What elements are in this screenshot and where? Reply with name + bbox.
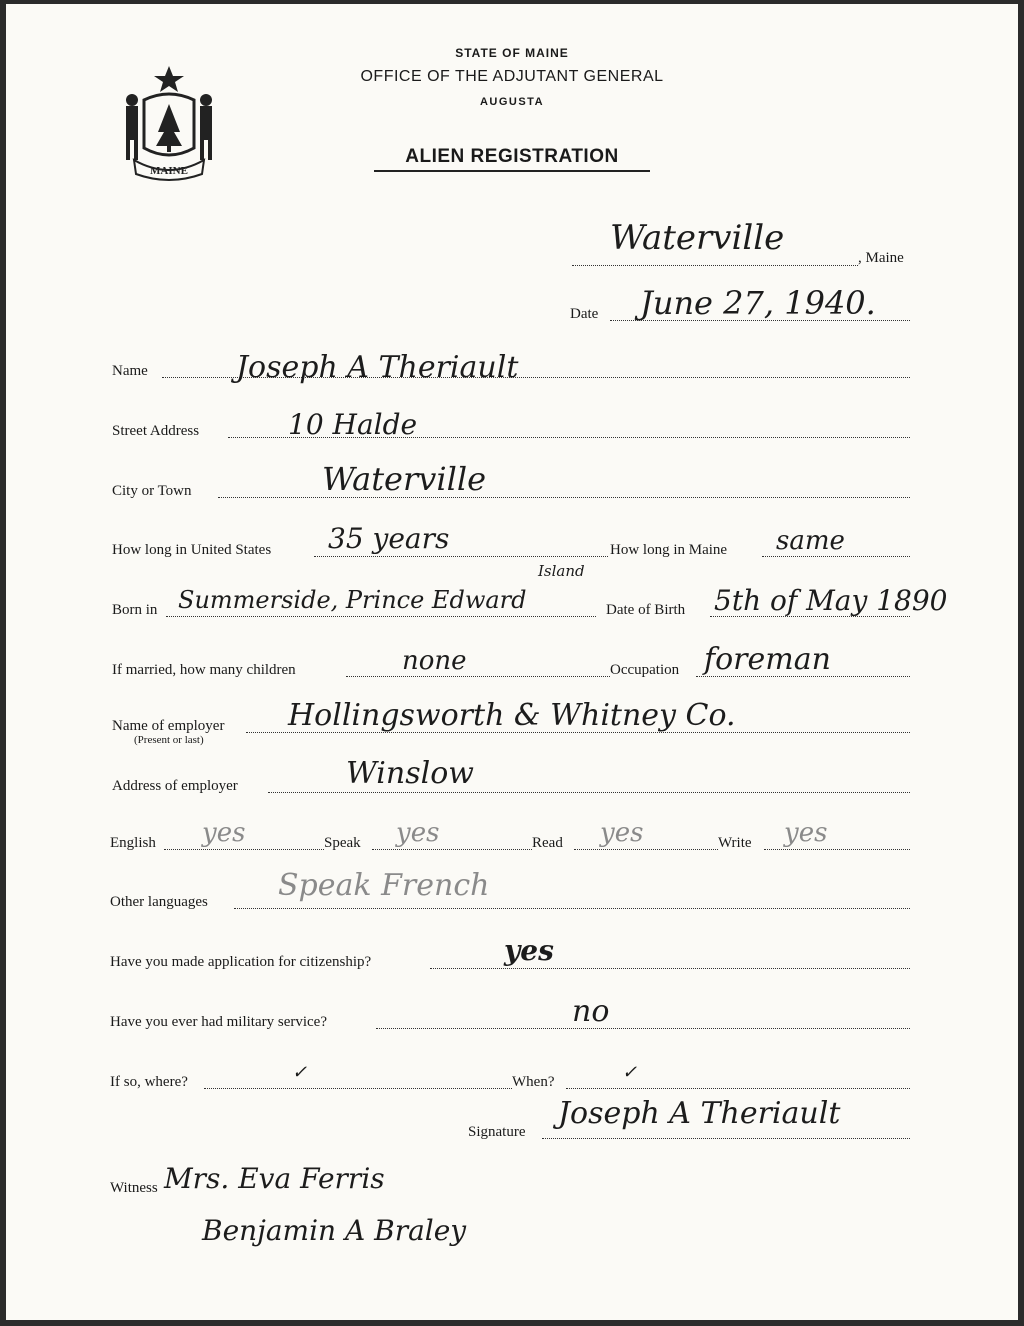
children-line bbox=[346, 676, 610, 677]
occupation-value: foreman bbox=[704, 642, 831, 677]
speak-value: yes bbox=[396, 818, 440, 848]
signature-value: Joseph A Theriault bbox=[558, 1096, 841, 1131]
citizenship-line bbox=[430, 968, 910, 969]
english-value: yes bbox=[202, 818, 246, 848]
born-value: Summerside, Prince Edward bbox=[178, 586, 527, 614]
dob-value: 5th of May 1890 bbox=[714, 584, 948, 617]
when-label: When? bbox=[512, 1074, 555, 1090]
city-value: Waterville bbox=[322, 460, 486, 498]
signature-label: Signature bbox=[468, 1124, 526, 1140]
dob-label: Date of Birth bbox=[606, 602, 686, 618]
born-label: Born in bbox=[112, 602, 158, 618]
maine-years-line bbox=[762, 556, 910, 557]
when-value: ✓ bbox=[622, 1062, 638, 1083]
street-value: 10 Halde bbox=[288, 408, 418, 441]
name-value: Joseph A Theriault bbox=[236, 350, 519, 385]
citizenship-label: Have you made application for citizenship? bbox=[110, 954, 372, 970]
military-value: no bbox=[572, 994, 610, 1029]
us-years-value: 35 years bbox=[328, 522, 450, 555]
witness-value-1: Mrs. Eva Ferris bbox=[164, 1162, 385, 1195]
employer-label: Name of employer bbox=[112, 718, 225, 734]
write-value: yes bbox=[784, 818, 828, 848]
military-line bbox=[376, 1028, 910, 1029]
name-label: Name bbox=[112, 363, 148, 379]
speak-label: Speak bbox=[324, 835, 361, 851]
other-languages-line bbox=[234, 908, 910, 909]
employer-address-label: Address of employer bbox=[112, 778, 238, 794]
employer-address-value: Winslow bbox=[346, 756, 474, 791]
other-languages-value: Speak French bbox=[278, 868, 490, 903]
place-line bbox=[572, 265, 858, 266]
read-value: yes bbox=[600, 818, 644, 848]
employer-sublabel: (Present or last) bbox=[134, 734, 204, 746]
military-label: Have you ever had military service? bbox=[110, 1014, 327, 1030]
english-line bbox=[164, 849, 324, 850]
employer-address-line bbox=[268, 792, 910, 793]
write-label: Write bbox=[718, 835, 752, 851]
registration-form bbox=[6, 4, 1018, 1320]
children-value: none bbox=[402, 646, 467, 676]
us-years-label: How long in United States bbox=[112, 542, 272, 558]
write-line bbox=[764, 849, 910, 850]
other-languages-label: Other languages bbox=[110, 894, 208, 910]
street-label: Street Address bbox=[112, 423, 200, 439]
employer-value: Hollingsworth & Whitney Co. bbox=[288, 698, 736, 733]
maine-years-value: same bbox=[776, 526, 845, 556]
header-state: STATE OF MAINE bbox=[455, 46, 569, 60]
children-label: If married, how many children bbox=[112, 662, 296, 678]
where-value: ✓ bbox=[292, 1062, 308, 1083]
when-line bbox=[566, 1088, 910, 1089]
form-title: ALIEN REGISTRATION bbox=[405, 146, 619, 167]
citizenship-value: yes bbox=[504, 934, 554, 967]
header-city: AUGUSTA bbox=[479, 96, 545, 108]
seal-text: MAINE bbox=[150, 165, 188, 177]
read-label: Read bbox=[532, 835, 563, 851]
date-label: Date bbox=[570, 306, 599, 322]
where-label: If so, where? bbox=[110, 1074, 188, 1090]
speak-line bbox=[372, 849, 532, 850]
place-value: Waterville bbox=[610, 218, 785, 258]
witness-label: Witness bbox=[110, 1180, 158, 1196]
city-label: City or Town bbox=[112, 483, 192, 499]
born-insert: Island bbox=[538, 562, 585, 580]
title-underline bbox=[374, 170, 650, 172]
where-line bbox=[204, 1088, 512, 1089]
occupation-label: Occupation bbox=[610, 662, 680, 678]
signature-line bbox=[542, 1138, 910, 1139]
date-value: June 27, 1940. bbox=[640, 284, 876, 322]
place-suffix: , Maine bbox=[858, 250, 904, 266]
maine-years-label: How long in Maine bbox=[610, 542, 728, 558]
us-years-line bbox=[314, 556, 608, 557]
read-line bbox=[574, 849, 718, 850]
witness-value-2: Benjamin A Braley bbox=[202, 1214, 467, 1247]
header-office: OFFICE OF THE ADJUTANT GENERAL bbox=[360, 68, 664, 85]
english-label: English bbox=[110, 835, 156, 851]
born-line bbox=[166, 616, 596, 617]
